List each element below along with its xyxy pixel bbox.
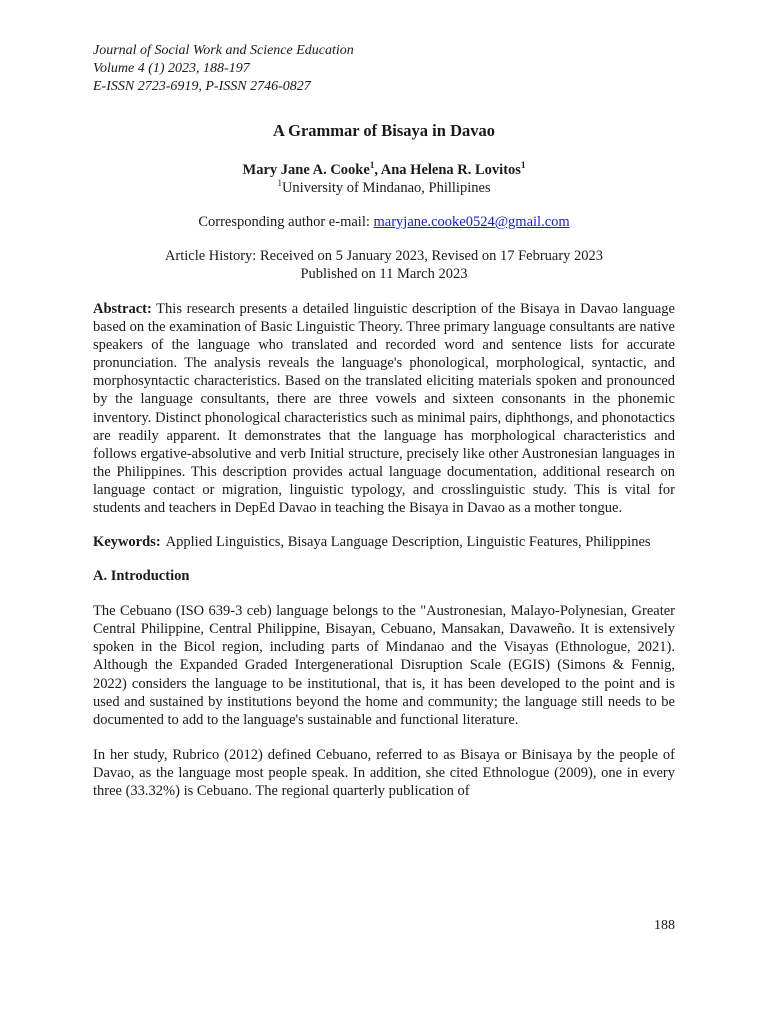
author-1-affil-marker: 1: [369, 160, 375, 171]
corresponding-author: [93, 213, 675, 231]
abstract-text: This research presents a detailed linguistic description of the Bisaya in Davao language based on the examination of Basic Linguistic Theory. Three primary language consultants are native speakers of the language who translated and recorded word and sentence lists for accurate pronunciation. The analysis reveals the language's phonological, morphological, syntactic, and morphosyntactic characteristics. Based on the translated eliciting materials spoken and pronounced by the language consultants, there are three vowels and sixteen consonants in the phonemic inventory. Distinct phonological characteristics such as minimal pairs, diphthongs, and phonotactics are readily apparent. It demonstrates that the language has morphological characteristics and follows ergative-absolutive and verb Initial structure, precisely like other Austronesian languages in the Philippines. This description provides actual language documentation, additional research on language contact or migration, linguistic typology, and crosslinguistic study. This is vital for students and teachers in DepEd Davao in teaching the Bisaya in Davao as a mother tongue.: [93, 301, 675, 517]
affiliation: [93, 179, 675, 197]
abstract-label: Abstract:: [93, 301, 152, 317]
affiliation-marker: 1: [277, 178, 282, 189]
page-number: 188: [654, 918, 675, 933]
intro-paragraph-1: The Cebuano (ISO 639-3 ceb) language belongs to the "Austronesian, Malayo-Polynesian, Greater Central Philippine, Central Philippine, Bisayan, Cebuano, Mansakan, Davaweño. It is extensively spoken in the Bicol region, including parts of Mindanao and the Visayas (Ethnologue, 2021). Although the Expanded Graded Intergenerational Disruption Scale (EGIS) (Simons & Fennig, 2022) considers the language to be institutional, that is, it has been developed to the point and is used and sustained by institutions beyond the home and community; the language still needs to be documented to add to the language's sustainable and functional literature.: [93, 603, 675, 728]
affiliation-text: University of Mindanao, Phillipines: [281, 180, 491, 196]
journal-name: Journal of Social Work and Science Education: [93, 43, 354, 58]
section-heading-introduction: A. Introduction: [93, 568, 190, 585]
keywords: [93, 533, 675, 551]
history-line-2: Published on 11 March 2023: [300, 266, 468, 282]
corresponding-label: Corresponding author e-mail:: [198, 214, 374, 230]
author-2-affil-marker: 1: [520, 160, 526, 171]
journal-volume: Volume 4 (1) 2023, 188-197: [93, 61, 250, 76]
history-line-1: Article History: Received on 5 January 2023, Revised on 17 February 2023: [164, 248, 604, 264]
article-history: [93, 247, 675, 283]
keywords-label: Keywords:: [93, 534, 161, 551]
abstract: [93, 300, 675, 517]
page-body: [93, 42, 675, 800]
author-separator: ,: [374, 162, 381, 178]
author-2: Ana Helena R. Lovitos: [380, 162, 521, 178]
author-line: [93, 161, 675, 179]
author-1: Mary Jane A. Cooke: [242, 162, 370, 178]
journal-issn: E-ISSN 2723-6919, P-ISSN 2746-0827: [93, 79, 311, 94]
corresponding-email-link[interactable]: maryjane.cooke0524@gmail.com: [373, 214, 570, 230]
keywords-text: Applied Linguistics, Bisaya Language Description, Linguistic Features, Philippines: [165, 534, 651, 551]
intro-paragraph-2: In her study, Rubrico (2012) defined Cebuano, referred to as Bisaya or Binisaya by the people of Davao, as the language most people speak. In addition, she cited Ethnologue (2009), one in every three (33.32%) is Cebuano. The regional quarterly publication of: [93, 746, 675, 799]
journal-header: [93, 42, 675, 96]
paper-title: A Grammar of Bisaya in Davao: [273, 121, 495, 140]
